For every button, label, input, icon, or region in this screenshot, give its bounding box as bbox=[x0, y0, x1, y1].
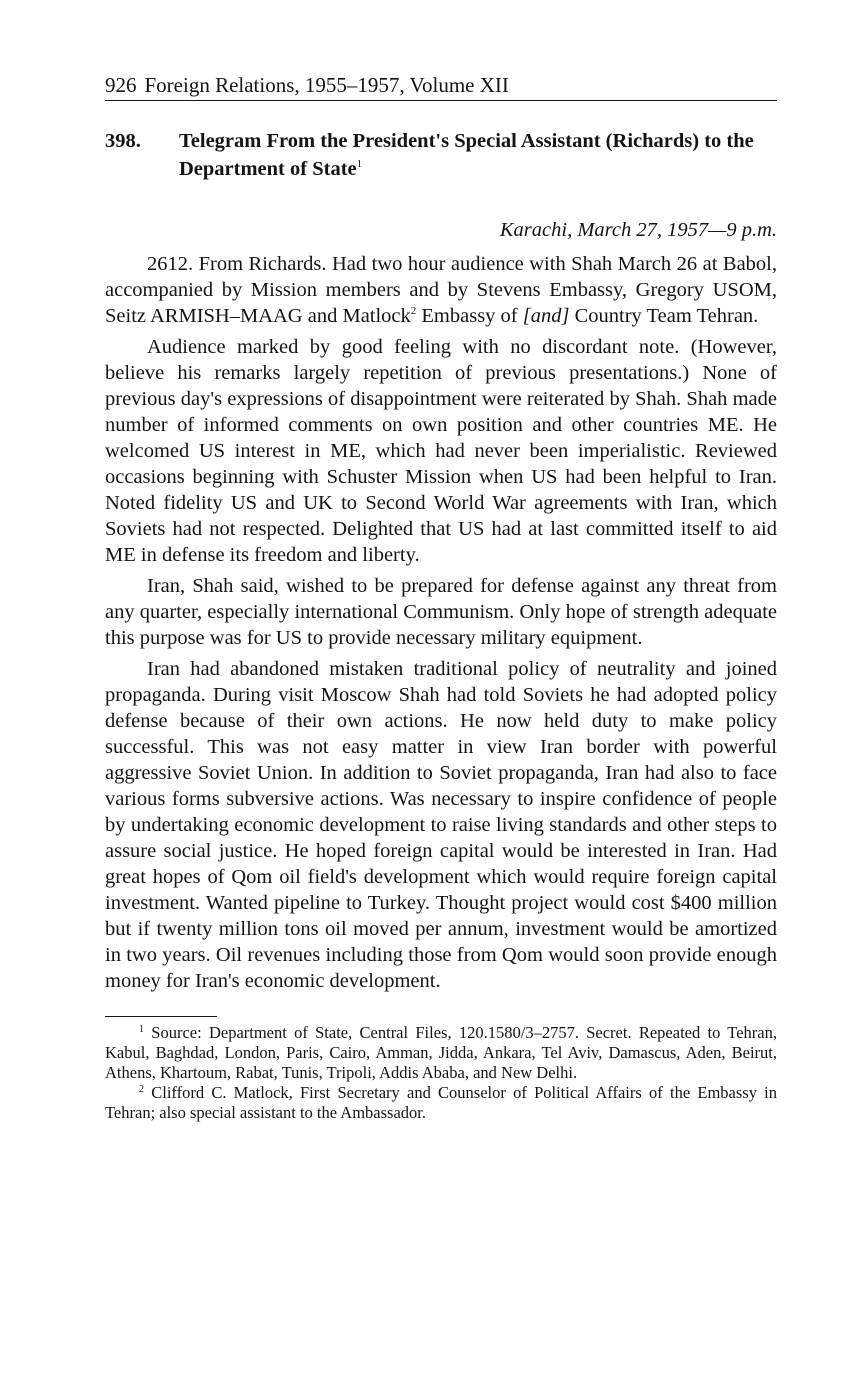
footnote-1 bbox=[105, 1023, 777, 1083]
footnote-2 bbox=[105, 1083, 777, 1123]
footnote-2-marker: 2 bbox=[139, 1084, 144, 1095]
dateline: Karachi, March 27, 1957—9 p.m. bbox=[499, 219, 777, 241]
footnote-ref-2[interactable]: 2 bbox=[410, 305, 417, 317]
paragraph-2: Audience marked by good feeling with no discordant note. (However, believe his remarks largely repetition of previous presentations.) None of previous day's expressions of disappointment were reiterated by Shah. Shah made number of informed comments on own position and other countries ME. He welcomed US interest in ME, which had never been imperialistic. Reviewed occasions beginning with Schuster Mission when US had been helpful to Iran. Noted fidelity US and UK to Second World War agreements with Iran, which Soviets had not respected. Delighted that US had at last committed itself to aid ME in defense its freedom and liberty. bbox=[105, 336, 777, 566]
volume-title: Foreign Relations, 1955–1957, Volume XII bbox=[144, 73, 509, 97]
page-number: 926 bbox=[105, 73, 137, 97]
page bbox=[105, 72, 777, 1123]
footnote-divider bbox=[105, 1016, 217, 1017]
footnote-2-text: Clifford C. Matlock, First Secretary and Counselor of Political Affairs of the Embassy in Tehran; also special assistant to the Ambassador. bbox=[105, 1083, 778, 1122]
paragraph-4: Iran had abandoned mistaken traditional policy of neutrality and joined propaganda. During visit Moscow Shah had told Soviets he had adopted policy defense because of their own actions. He now held duty to make policy successful. This was not easy matter in view Iran border with powerful aggressive Soviet Union. In addition to Soviet propaganda, Iran had also to face various forms subversive actions. Was necessary to inspire confidence of people by undertaking economic development to raise living standards and other steps to assure social justice. He hoped foreign capital would be interested in Iran. Had great hopes of Qom oil field's development which would require foreign capital investment. Wanted pipeline to Turkey. Thought project would cost $400 million but if twenty million tons oil moved per annum, investment would be amortized in two years. Oil revenues including those from Qom would soon provide enough money for Iran's economic development. bbox=[105, 658, 777, 992]
running-head bbox=[105, 72, 777, 101]
document-title-block bbox=[179, 127, 777, 183]
footnotes bbox=[105, 1023, 777, 1123]
document-heading bbox=[105, 127, 777, 183]
paragraph-1-text-end: Country Team Tehran. bbox=[569, 305, 759, 327]
paragraph-1-text: 2612. From Richards. Had two hour audience with Shah March 26 at Babol, accompanied by Mission members and by Stevens Embassy, Gregory USOM, Seitz ARMISH–MAAG and Matlock bbox=[105, 253, 777, 327]
telegram-body bbox=[105, 251, 777, 994]
footnote-1-marker: 1 bbox=[139, 1024, 144, 1035]
footnote-ref-1[interactable]: 1 bbox=[356, 158, 363, 170]
paragraph-3: Iran, Shah said, wished to be prepared for defense against any threat from any quarter, especially international Communism. Only hope of strength adequate this purpose was for US to provide necessary military equipment. bbox=[105, 575, 777, 649]
document-number: 398. bbox=[105, 130, 141, 152]
footnote-1-text: Source: Department of State, Central Files, 120.1580/3–2757. Secret. Repeated to Tehran, Kabul, Baghdad, London, Paris, Cairo, Amman, Jidda, Ankara, Tel Aviv, Damascus, Aden, Beirut, Athens, Khartoum, Rabat, Tunis, Tripoli, Addis Ababa, and New Delhi. bbox=[105, 1023, 777, 1082]
document-title: Telegram From the President's Special Assistant (Richards) to the Department of State bbox=[179, 130, 754, 180]
paragraph-1-text-cont: Embassy of bbox=[416, 305, 523, 327]
editorial-insertion: [and] bbox=[522, 305, 570, 327]
paragraph-1 bbox=[105, 251, 777, 329]
